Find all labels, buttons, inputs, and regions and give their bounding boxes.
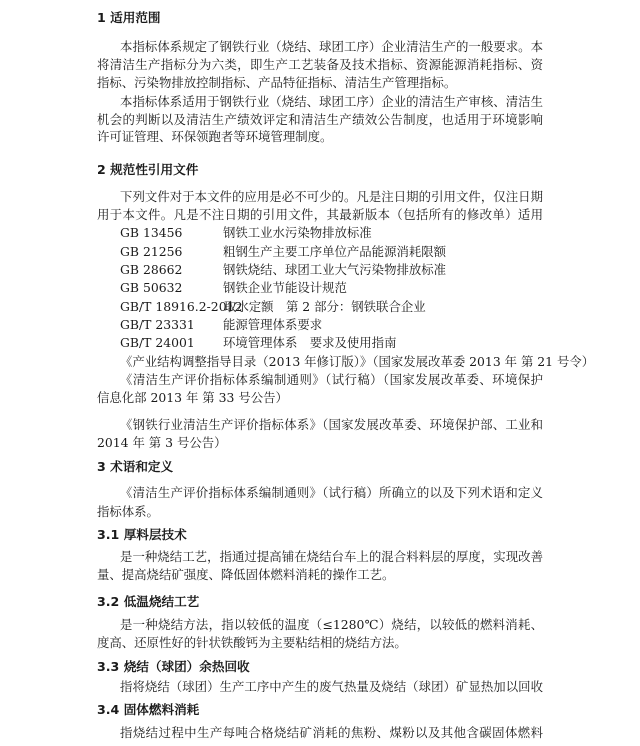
paragraph-line: 指标、污染物排放控制指标、产品特征指标、清洁生产管理指标。 [97,75,457,90]
reference-code: GB/T 23331 [120,317,195,332]
term-definition: 是一种烧结工艺，指通过提高铺在烧结台车上的混合料料层的厚度，实现改善 [120,549,543,564]
term-definition: 指将烧结（球团）生产工序中产生的废气热量及烧结（球团）矿显热加以回收 [120,679,543,694]
section-heading-terms: 3 术语和定义 [97,459,174,474]
paragraph-line: 《清洁生产评价指标体系编制通则》（试行稿）所确立的以及下列术语和定义 [120,485,543,500]
reference-code: GB 13456 [120,225,183,240]
reference-title: 能源管理体系要求 [223,317,323,332]
reference-code: GB/T 24001 [120,335,195,350]
reference-document: 《产业结构调整指导目录（2013 年修订版）》（国家发展改革委 2013 年 第 21 号令） [120,354,595,369]
reference-code: GB/T 18916.2-2012 [120,299,243,314]
reference-code: GB 50632 [120,280,183,295]
reference-title: 环境管理体系 要求及使用指南 [223,335,397,350]
reference-code: GB 21256 [120,244,183,259]
term-definition: 度高、还原性好的针状铁酸钙为主要粘结相的烧结方法。 [97,635,407,650]
reference-title: 钢铁工业水污染物排放标准 [223,225,372,240]
reference-document: 《清洁生产评价指标体系编制通则》（试行稿）（国家发展改革委、环境保护 [120,372,543,387]
reference-document: 2014 年 第 3 号公告） [97,435,227,450]
reference-document: 《钢铁行业清洁生产评价指标体系》（国家发展改革委、环境保护部、工业和 [120,417,543,432]
paragraph-line: 下列文件对于本文件的应用是必不可少的。凡是注日期的引用文件，仅注日期 [120,189,543,204]
reference-title: 粗钢生产主要工序单位产品能源消耗限额 [223,244,447,259]
term-definition: 量、提高烧结矿强度、降低固体燃料消耗的操作工艺。 [97,567,395,582]
paragraph-line: 用于本文件。凡是不注日期的引用文件，其最新版本（包括所有的修改单）适用 [97,207,543,222]
paragraph-line: 本指标体系适用于钢铁行业（烧结、球团工序）企业的清洁生产审核、清洁生 [120,94,543,109]
paragraph-line: 本指标体系规定了钢铁行业（烧结、球团工序）企业清洁生产的一般要求。本 [120,39,543,54]
reference-title: 取水定额 第 2 部分：钢铁联合企业 [224,299,426,314]
term-definition: 是一种烧结方法，指以较低的温度（≤1280℃）烧结，以较低的燃料消耗、 [120,617,543,632]
term-heading: 3.1 厚料层技术 [97,527,187,542]
paragraph-line: 将清洁生产指标分为六类，即生产工艺装备及技术指标、资源能源消耗指标、资 [97,57,543,72]
paragraph-line: 许可证管理、环保领跑者等环境管理制度。 [97,129,333,144]
term-definition: 指烧结过程中生产每吨合格烧结矿消耗的焦粉、煤粉以及其他含碳固体燃料 [120,725,543,740]
reference-title: 钢铁企业节能设计规范 [223,280,347,295]
term-heading: 3.2 低温烧结工艺 [97,594,200,609]
section-heading-references: 2 规范性引用文件 [97,162,199,177]
reference-title: 钢铁烧结、球团工业大气污染物排放标准 [223,262,447,277]
paragraph-line: 指标体系。 [97,504,159,519]
paragraph-line: 机会的判断以及清洁生产绩效评定和清洁生产绩效公告制度，也适用于环境影响 [97,112,543,127]
reference-document: 信息化部 2013 年 第 33 号公告） [97,390,288,405]
term-heading: 3.3 烧结（球团）余热回收 [97,659,250,674]
term-heading: 3.4 固体燃料消耗 [97,702,200,717]
reference-code: GB 28662 [120,262,183,277]
section-heading-scope: 1 适用范围 [97,10,161,25]
